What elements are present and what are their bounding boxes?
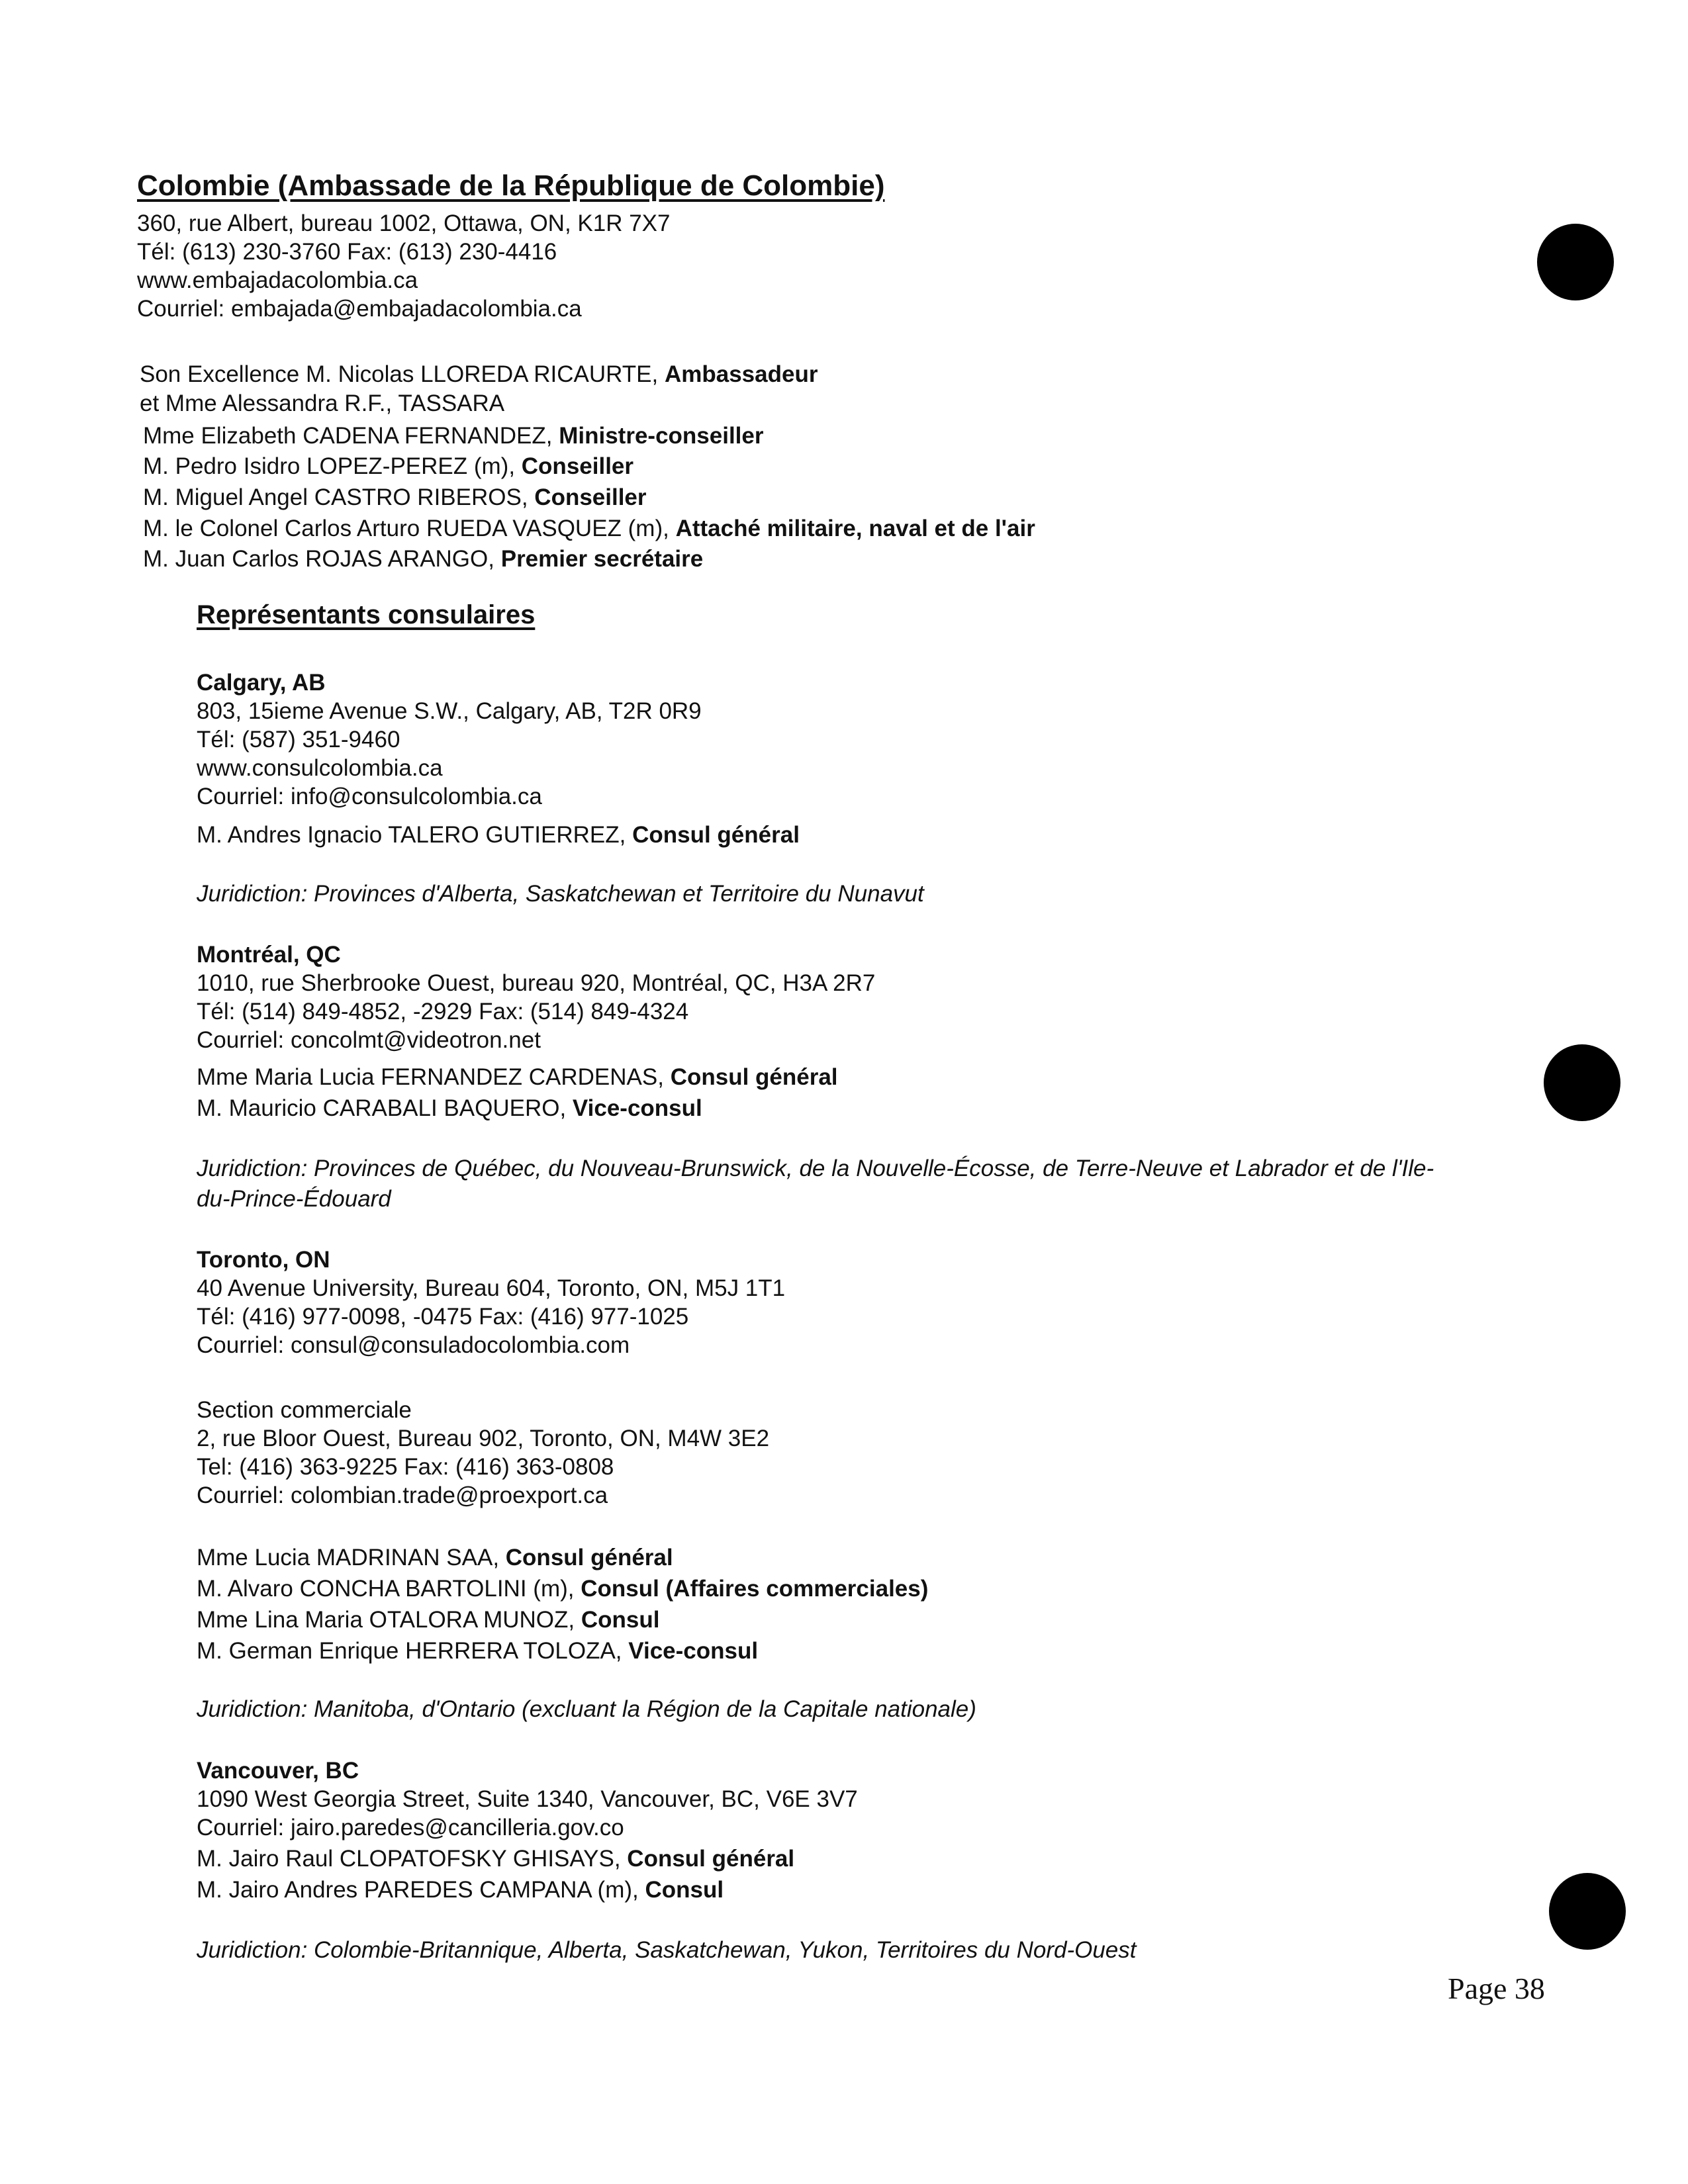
punch-hole bbox=[1549, 1873, 1626, 1950]
staff-line: M. Miguel Angel CASTRO RIBEROS, Conseiller bbox=[143, 484, 647, 510]
toronto-commercial-email: Courriel: colombian.trade@proexport.ca bbox=[197, 1482, 608, 1508]
calgary-jurisdiction: Juridiction: Provinces d'Alberta, Saskatchewan et Territoire du Nunavut bbox=[197, 881, 924, 907]
toronto-person: M. Alvaro CONCHA BARTOLINI (m), Consul (Affaires commerciales) bbox=[197, 1576, 929, 1602]
punch-hole bbox=[1537, 224, 1614, 300]
toronto-commercial-phone: Tel: (416) 363-9225 Fax: (416) 363-0808 bbox=[197, 1454, 614, 1480]
embassy-phone: Tél: (613) 230-3760 Fax: (613) 230-4416 bbox=[137, 239, 557, 265]
staff-line: Son Excellence M. Nicolas LLOREDA RICAURTE, Ambassadeur bbox=[140, 361, 818, 387]
toronto-person: Mme Lucia MADRINAN SAA, Consul général bbox=[197, 1545, 673, 1570]
page-number: Page 38 bbox=[1448, 1972, 1545, 2005]
vancouver-address: 1090 West Georgia Street, Suite 1340, Vancouver, BC, V6E 3V7 bbox=[197, 1786, 858, 1812]
toronto-address: 40 Avenue University, Bureau 604, Toronto, ON, M5J 1T1 bbox=[197, 1275, 786, 1301]
staff-line: M. le Colonel Carlos Arturo RUEDA VASQUEZ (m), Attaché militaire, naval et de l'air bbox=[143, 516, 1035, 541]
montreal-address: 1010, rue Sherbrooke Ouest, bureau 920, Montréal, QC, H3A 2R7 bbox=[197, 970, 876, 996]
calgary-email: Courriel: info@consulcolombia.ca bbox=[197, 784, 542, 809]
toronto-commercial-address: 2, rue Bloor Ouest, Bureau 902, Toronto, ON, M4W 3E2 bbox=[197, 1426, 770, 1451]
punch-hole bbox=[1544, 1044, 1620, 1121]
montreal-email: Courriel: concolmt@videotron.net bbox=[197, 1027, 541, 1053]
embassy-email: Courriel: embajada@embajadacolombia.ca bbox=[137, 296, 582, 322]
calgary-city: Calgary, AB bbox=[197, 670, 326, 696]
embassy-title: Colombie (Ambassade de la République de Colombie) bbox=[137, 169, 885, 202]
montreal-phone: Tél: (514) 849-4852, -2929 Fax: (514) 849-4324 bbox=[197, 999, 689, 1024]
vancouver-email: Courriel: jairo.paredes@cancilleria.gov.co bbox=[197, 1815, 624, 1841]
toronto-phone: Tél: (416) 977-0098, -0475 Fax: (416) 977-1025 bbox=[197, 1304, 689, 1330]
toronto-commercial-heading: Section commerciale bbox=[197, 1397, 412, 1423]
staff-line: M. Juan Carlos ROJAS ARANGO, Premier secrétaire bbox=[143, 546, 704, 572]
montreal-city: Montréal, QC bbox=[197, 942, 341, 968]
calgary-address: 803, 15ieme Avenue S.W., Calgary, AB, T2R 0R9 bbox=[197, 698, 702, 724]
staff-line: M. Pedro Isidro LOPEZ-PEREZ (m), Conseiller bbox=[143, 453, 634, 479]
toronto-person: M. German Enrique HERRERA TOLOZA, Vice-consul bbox=[197, 1638, 759, 1664]
embassy-address: 360, rue Albert, bureau 1002, Ottawa, ON, K1R 7X7 bbox=[137, 210, 671, 236]
montreal-jurisdiction-line-1: Juridiction: Provinces de Québec, du Nouveau-Brunswick, de la Nouvelle-Écosse, de Terre-Neuve et Labrador et de l'Ile- bbox=[197, 1156, 1434, 1181]
vancouver-person: M. Jairo Raul CLOPATOFSKY GHISAYS, Consul général bbox=[197, 1846, 795, 1872]
consular-heading: Représentants consulaires bbox=[197, 600, 536, 629]
calgary-person: M. Andres Ignacio TALERO GUTIERREZ, Consul général bbox=[197, 822, 800, 848]
calgary-phone: Tél: (587) 351-9460 bbox=[197, 727, 400, 752]
montreal-jurisdiction-line-2: du-Prince-Édouard bbox=[197, 1186, 391, 1212]
vancouver-person: M. Jairo Andres PAREDES CAMPANA (m), Consul bbox=[197, 1877, 724, 1903]
staff-line: et Mme Alessandra R.F., TASSARA bbox=[140, 390, 505, 416]
staff-line: Mme Elizabeth CADENA FERNANDEZ, Ministre-conseiller bbox=[143, 423, 764, 449]
vancouver-jurisdiction: Juridiction: Colombie-Britannique, Alberta, Saskatchewan, Yukon, Territoires du Nord-Ouest bbox=[197, 1937, 1137, 1963]
montreal-person: M. Mauricio CARABALI BAQUERO, Vice-consul bbox=[197, 1095, 702, 1121]
toronto-email: Courriel: consul@consuladocolombia.com bbox=[197, 1332, 630, 1358]
vancouver-city: Vancouver, BC bbox=[197, 1758, 359, 1784]
toronto-jurisdiction: Juridiction: Manitoba, d'Ontario (excluant la Région de la Capitale nationale) bbox=[197, 1696, 976, 1722]
toronto-person: Mme Lina Maria OTALORA MUNOZ, Consul bbox=[197, 1607, 660, 1633]
toronto-city: Toronto, ON bbox=[197, 1247, 330, 1273]
calgary-website: www.consulcolombia.ca bbox=[197, 755, 443, 781]
montreal-person: Mme Maria Lucia FERNANDEZ CARDENAS, Consul général bbox=[197, 1064, 838, 1090]
embassy-website: www.embajadacolombia.ca bbox=[137, 267, 418, 293]
